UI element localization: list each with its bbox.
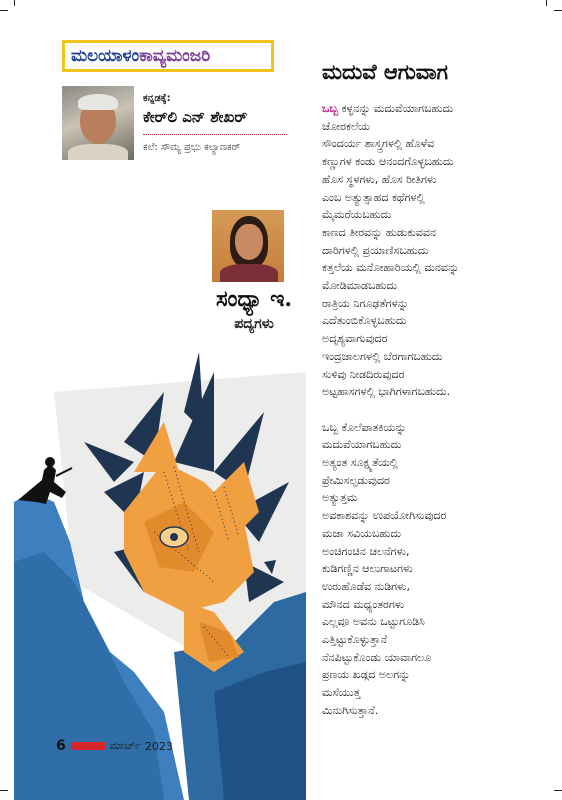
poem-line: ಅತ್ಯುತ್ತಮ: [322, 491, 358, 505]
poem-line: ಕುಡಿಗಣ್ಣಿನ ಆಲುಗಾಟಗಳು: [322, 562, 413, 576]
poem-line: ಅದೃಶ್ಯವಾಗುವುದರ: [322, 332, 388, 346]
poem-line: ಮದುವೆಯಾಗಬಹುದು: [322, 438, 402, 452]
issue-month: ಮಾರ್ಚ್: [109, 739, 141, 752]
crop-mark: [14, 0, 15, 6]
poem-line: ಮೈಮರೆಯಬಹುದು: [322, 208, 392, 222]
poem-line: ಮೋಡಿಮಾಡಬಹುದು: [322, 279, 398, 293]
issue-year: 2023: [144, 739, 173, 753]
poem-line: ಹೊಸ ಸ್ಥಳಗಳು, ಹೊಸ ರೀತಿಗಳು: [322, 172, 437, 186]
series-title-part1: ಮಲಯಾಳಂ: [71, 46, 140, 66]
poem-line: ಸುಳಿವು ನೀಡದಿರುವುದರ: [322, 367, 405, 381]
series-header: [62, 40, 274, 72]
poem-line: ಪ್ರಣಯ ಖಡ್ಗದ ಅಲಗನ್ನು: [322, 668, 411, 682]
poem-line: ಮಿನುಗಿಸುತ್ತಾನೆ.: [322, 703, 379, 717]
poem-title: ಮದುವೆ ಆಗುವಾಗ: [322, 60, 449, 84]
poem-line: ಮಜಾ ಸವಿಯಬಹುದು: [322, 526, 402, 540]
poem-line: ಅವಕಾಶವನ್ನು ಉಪಯೋಗಿಸುವುದರ: [322, 509, 447, 523]
poem-line: ಉರುಹೊಡೆವ ನುಡಿಗಳು,: [322, 579, 411, 593]
divider: [143, 134, 287, 135]
crop-mark: [554, 790, 562, 791]
poem-line: ಮಸೆಯುತ್ತ: [322, 686, 361, 700]
poet-photo: [212, 210, 284, 282]
poem-line: ಸೌಂದರ್ಯ ಶಾಸ್ತ್ರಗಳಲ್ಲಿ ಹೊಳೆವ: [322, 137, 435, 151]
poem-line: ಅಂಚಿಗಂಚಿನ ಚಲನೆಗಳು,: [322, 544, 410, 558]
poem-illustration: [14, 352, 306, 800]
poem-line: ದಾರಿಗಳಲ್ಲಿ ಪ್ರಯಾಣಿಸಬಹುದು: [322, 243, 429, 257]
poem-line: ಒಬ್ಬ ಕೊಲೆಪಾತಕಿಯನ್ನು: [322, 420, 407, 434]
magazine-logo: [71, 742, 105, 750]
poem-line: ಇಂದ್ರಜಾಲಗಳಲ್ಲಿ ಬೆರಗಾಗಬಹುದು: [322, 349, 443, 363]
poem-line: ಎಲ್ಲವೂ ಅವನು ಒಟ್ಟುಗೂಡಿಸಿ: [322, 615, 425, 629]
poem-first-word: ಒಬ್ಬ: [322, 102, 339, 115]
series-title-part2: ಕಾವ್ಯಮಂಜರಿ: [139, 46, 211, 66]
page-number: 6: [56, 738, 66, 754]
crop-mark: [554, 10, 562, 11]
poem-line: ಒಬ್ಬ ಕಳ್ಳನನ್ನು ಮದುವೆಯಾಗಬಹುದು: [322, 102, 454, 115]
poet-name: ಸಂಧ್ಯಾ ಇ.: [215, 286, 293, 312]
poem-line: ಮೌನದ ಮಧ್ಯಂತರಗಳು: [322, 597, 405, 611]
translator-label: ಕನ್ನಡಕ್ಕೆ:: [143, 93, 171, 104]
crop-mark: [0, 790, 8, 791]
poem-line: ರಾತ್ರಿಯ ನಿಗೂಢತೆಗಳನ್ನು: [322, 296, 409, 310]
stanza-break: [322, 401, 552, 419]
poem-line: ಅತ್ಯಂತ ಸೂಕ್ಷ್ಮತೆಯಲ್ಲಿ: [322, 456, 399, 470]
artist-credit: ಕಲೆ: ಸೌಮ್ಯ ಪ್ರಭು ಕಲ್ಯಾಣಕರ್: [143, 142, 241, 153]
poem-line: ಚೋರಕಲೆಯ: [322, 119, 370, 133]
crop-mark: [546, 0, 547, 6]
poem-line: ಕಣ್ಣುಗಳ ಕಂಡು ಆನಂದಗೊಳ್ಳಬಹುದು: [322, 155, 454, 169]
poem-line: ಕಾಣದ ತೀರವನ್ನು ಹುಡುಕುವವನ: [322, 225, 437, 239]
poem-line: ಕತ್ತಲೆಯ ಮನೋಹಾರಿಯಲ್ಲಿ ಮನವನ್ನು: [322, 261, 460, 275]
translator-name: ಕೇರ್‌ಲಿ ಎನ್ ಶೇಖರ್: [143, 108, 248, 126]
poem-line: ಎಂಬ ಅತ್ಯುತ್ಸಾಹದ ಕಥೆಗಳಲ್ಲಿ: [322, 190, 425, 204]
poem-body: [322, 100, 552, 720]
poem-line: ನೆನಪಿಟ್ಟುಕೊಂಡು ಯಾವಾಗಲೂ: [322, 650, 432, 664]
translator-photo: [62, 86, 134, 160]
poem-line: ಎದೆತುಂಬಿಕೊಳ್ಳಬಹುದು: [322, 314, 407, 328]
poem-line: ಅಟ್ಟಹಾಸಗಳಲ್ಲಿ ಭಾಗಿಗಳಾಗಬಹುದು.: [322, 385, 451, 399]
crop-mark: [0, 10, 8, 11]
page-footer: [56, 738, 173, 754]
poem-line: ಎತ್ತಿಟ್ಟುಕೊಳ್ಳುತ್ತಾನೆ: [322, 633, 388, 647]
poet-genre: ಪದ್ಯಗಳು: [234, 316, 274, 332]
poem-line: ಪ್ರೇಮಿಸಲ್ಪಡುವುದರ: [322, 473, 390, 487]
